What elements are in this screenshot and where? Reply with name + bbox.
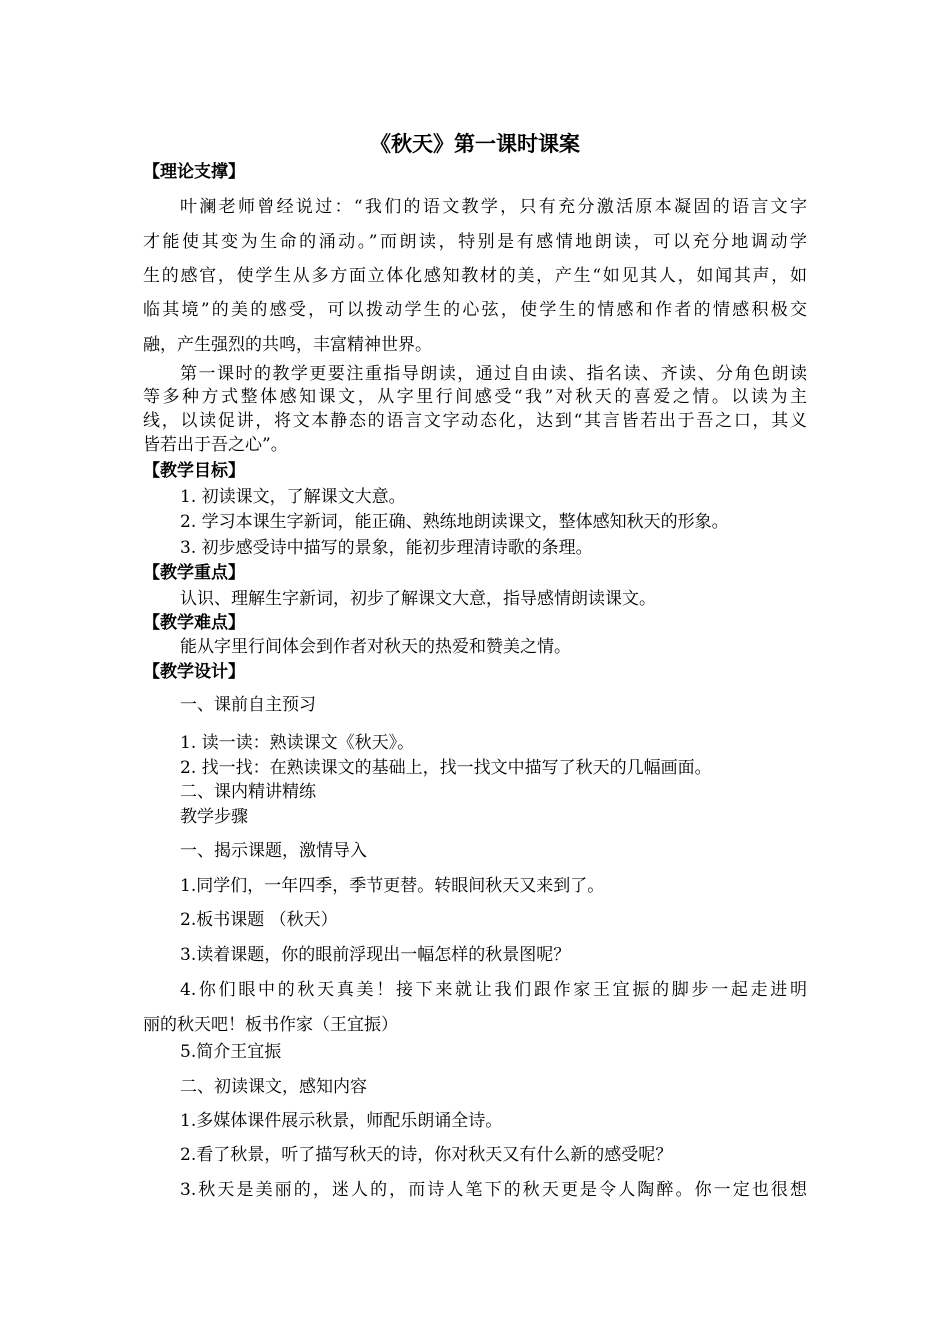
paragraph-line: 皆若出于吾之心”。: [143, 435, 288, 455]
design-line: 教学步骤: [180, 807, 248, 827]
design-line: 一、揭示课题，激情导入: [180, 841, 367, 861]
design-line: 1. 读一读：熟读课文《秋天》。: [180, 733, 415, 753]
list-item: 3. 初步感受诗中描写的景象，能初步理清诗歌的条理。: [180, 538, 593, 558]
section-heading-goals: 【教学目标】: [143, 461, 245, 481]
section-heading-key: 【教学重点】: [143, 563, 245, 583]
design-line: 1.同学们，一年四季，季节更替。转眼间秋天又来到了。: [180, 876, 605, 896]
paragraph-line: 线，以读促讲，将文本静态的语言文字动态化，达到“其言皆若出于吾之口，其义: [143, 411, 807, 431]
design-line: 一、课前自主预习: [180, 695, 316, 715]
paragraph-line: 等多种方式整体感知课文，从字里行间感受“我”对秋天的喜爱之情。以读为主: [143, 387, 807, 407]
paragraph-line: 才能使其变为生命的涌动。”而朗读，特别是有感情地朗读，可以充分地调动学: [143, 232, 807, 252]
design-line: 5.简介王宜振: [180, 1042, 282, 1062]
design-line: 3.秋天是美丽的，迷人的，而诗人笔下的秋天更是令人陶醉。你一定也很想: [180, 1180, 807, 1200]
design-line: 二、课内精讲精练: [180, 782, 316, 802]
document-title: 《秋天》第一课时课案: [370, 132, 580, 156]
design-line: 1.多媒体课件展示秋景，师配乐朗诵全诗。: [180, 1111, 503, 1131]
section-heading-difficulty: 【教学难点】: [143, 613, 245, 633]
list-item: 1. 初读课文，了解课文大意。: [180, 487, 406, 507]
section-heading-design: 【教学设计】: [143, 662, 245, 682]
section-heading-theory: 【理论支撑】: [143, 162, 245, 182]
design-line: 4.你们眼中的秋天真美！接下来就让我们跟作家王宜振的脚步一起走进明: [180, 980, 807, 1000]
design-line: 2. 找一找：在熟读课文的基础上，找一找文中描写了秋天的几幅画面。: [180, 758, 712, 778]
paragraph-line: 能从字里行间体会到作者对秋天的热爱和赞美之情。: [180, 637, 571, 657]
paragraph-line: 第一课时的教学更要注重指导朗读，通过自由读、指名读、齐读、分角色朗读: [180, 364, 807, 384]
design-line: 2.看了秋景，听了描写秋天的诗，你对秋天又有什么新的感受呢？: [180, 1145, 673, 1165]
list-item: 2. 学习本课生字新词，能正确、熟练地朗读课文，整体感知秋天的形象。: [180, 512, 729, 532]
design-line: 2.板书课题 （秋天）: [180, 910, 338, 930]
design-line: 3.读着课题，你的眼前浮现出一幅怎样的秋景图呢？: [180, 945, 571, 965]
paragraph-line: 融，产生强烈的共鸣，丰富精神世界。: [143, 335, 432, 355]
design-line: 丽的秋天吧！板书作家（王宜振）: [143, 1015, 398, 1035]
paragraph-line: 叶澜老师曾经说过：“我们的语文教学，只有充分激活原本凝固的语言文字: [180, 197, 807, 217]
paragraph-line: 认识、理解生字新词，初步了解课文大意，指导感情朗读课文。: [180, 589, 656, 609]
paragraph-line: 生的感官，使学生从多方面立体化感知教材的美，产生“如见其人，如闻其声，如: [143, 266, 807, 286]
paragraph-line: 临其境”的美的感受，可以拨动学生的心弦，使学生的情感和作者的情感积极交: [143, 300, 807, 320]
design-line: 二、初读课文，感知内容: [180, 1077, 367, 1097]
